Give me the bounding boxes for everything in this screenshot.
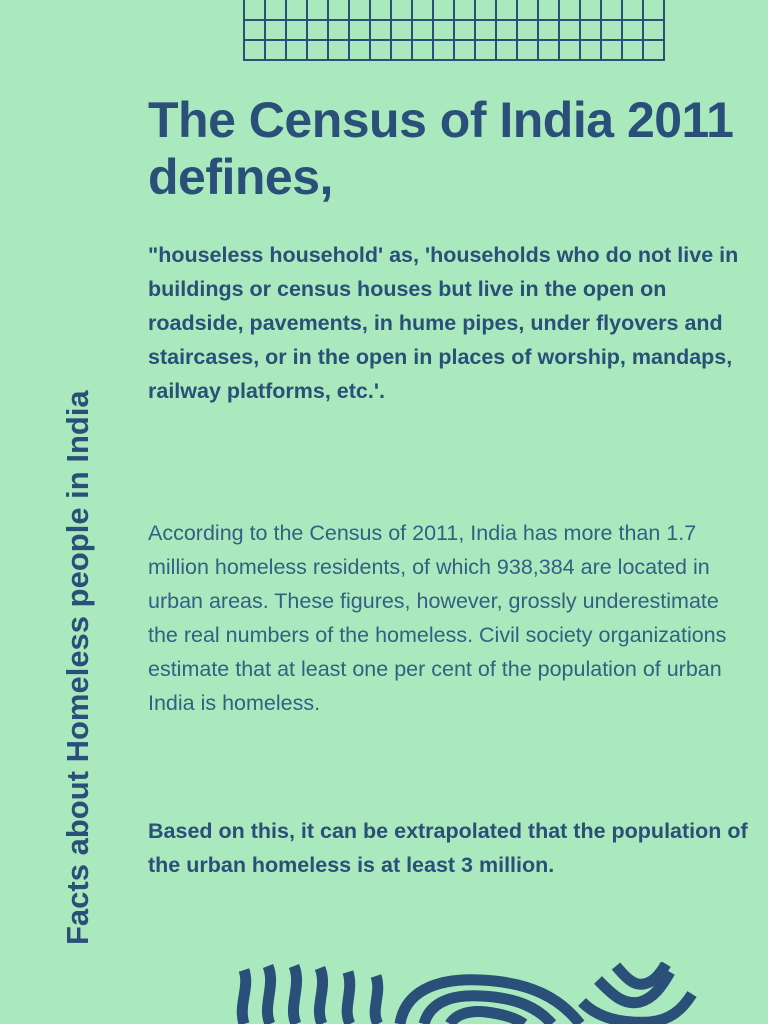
page-heading: The Census of India 2011 defines, — [148, 92, 734, 205]
statistics-paragraph: According to the Census of 2011, India has more than 1.7 million homeless residents, of which 938,384 are located in urban areas. These figures, however, grossly underestimate the real numbers of the homeless. Civil society organizations estimate that at least one per cent of the population of urban India is homeless. — [148, 521, 727, 715]
vertical-side-title: Facts about Homeless people in India — [60, 390, 95, 945]
conclusion-paragraph: Based on this, it can be extrapolated that the population of the urban homeless is at least 3 million. — [148, 819, 748, 877]
wave-pattern-decoration — [230, 962, 700, 1024]
grid-pattern-decoration — [242, 0, 666, 62]
definition-paragraph: "houseless household' as, 'households who do not live in buildings or census houses but live in the open on roadside, pavements, in hume pipes, under flyovers and staircases, or in the open in places of worship, mandaps, railway platforms, etc.'. — [148, 243, 739, 403]
